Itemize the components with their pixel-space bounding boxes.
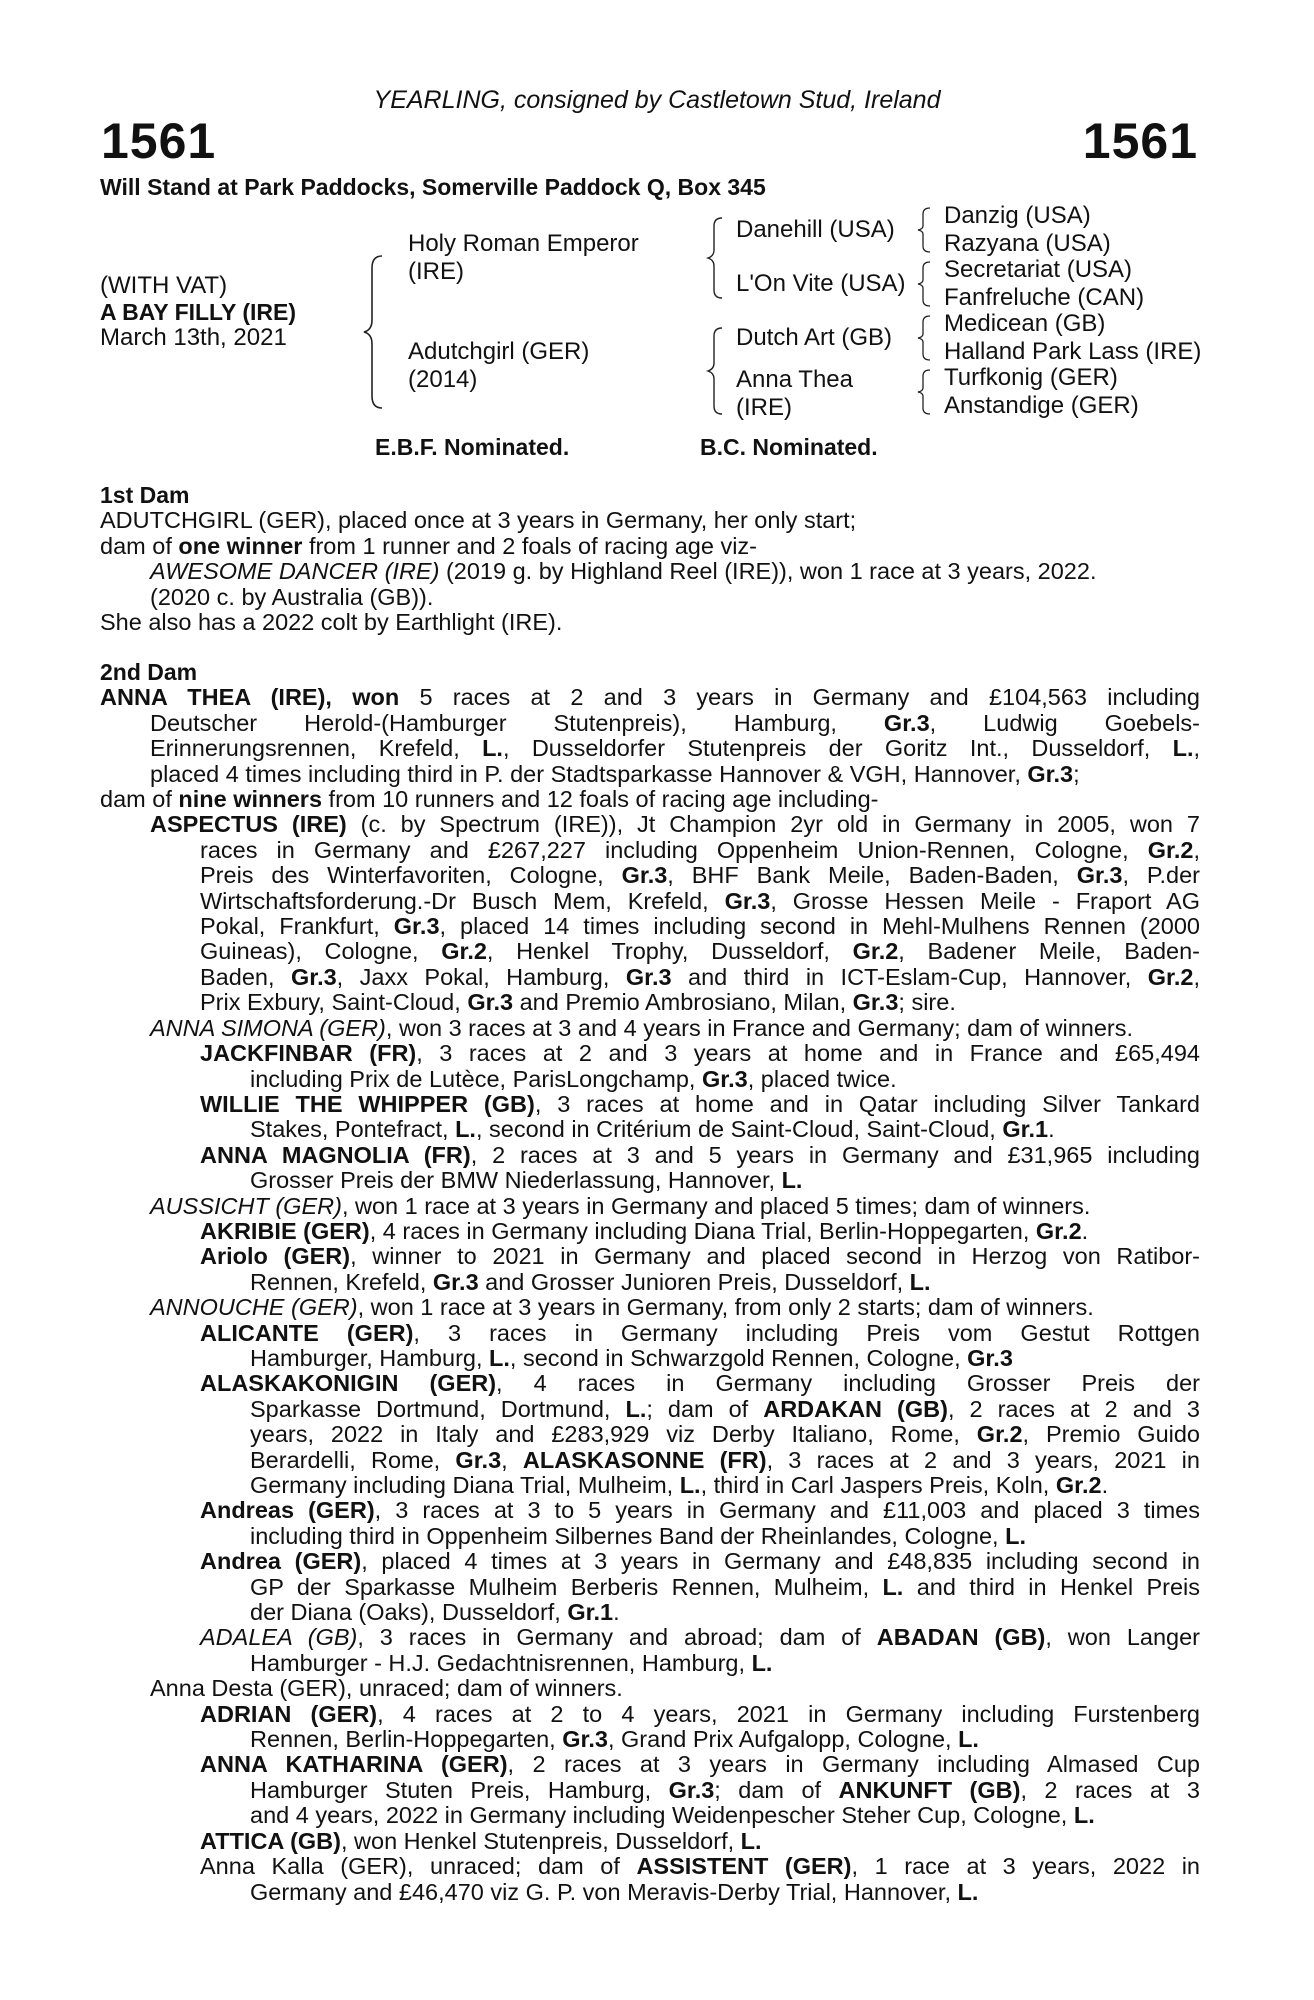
ddd: Anstandige (GER)	[944, 392, 1139, 419]
produce-entry: including third in Oppenheim Silbernes Band der Rheinlandes, Cologne, L.	[250, 1523, 1026, 1549]
produce-entry: years, 2022 in Italy and £283,929 viz Derby Italiano, Rome, Gr.2, Premio Guido	[250, 1422, 1200, 1448]
produce-entry: Baden, Gr.3, Jaxx Pokal, Hamburg, Gr.3 and third in ICT-Eslam-Cup, Hannover, Gr.2,	[200, 964, 1200, 990]
produce-entry: GP der Sparkasse Mulheim Berberis Rennen, Mulheim, L. and third in Henkel Preis	[250, 1574, 1200, 1600]
lot-number-right: 1561	[1082, 113, 1198, 169]
produce-entry: Preis des Winterfavoriten, Cologne, Gr.3, BHF Bank Meile, Baden-Baden, Gr.3, P.der	[200, 863, 1200, 889]
produce-entry: ANNA SIMONA (GER), won 3 races at 3 and 4 years in France and Germany; dam of winners.	[150, 1015, 1134, 1041]
second-dam-heading: 2nd Dam	[100, 660, 198, 685]
produce-entry: including Prix de Lutèce, ParisLongchamp, Gr.3, placed twice.	[250, 1066, 897, 1092]
brace-g3-3	[914, 312, 936, 364]
sss: Danzig (USA)	[944, 202, 1091, 229]
brace-g3-4	[914, 366, 936, 418]
produce-entry: Andreas (GER), 3 races at 3 to 5 years in Germany and £11,003 and placed 3 times	[200, 1498, 1200, 1524]
second-dam-section	[100, 660, 1200, 1905]
produce-entry: ALICANTE (GER), 3 races in Germany including Preis vom Gestut Rottgen	[200, 1320, 1200, 1346]
produce-entry: Ariolo (GER), winner to 2021 in Germany and placed second in Herzog von Ratibor-	[200, 1244, 1200, 1270]
produce-entry: (2020 c. by Australia (GB)).	[150, 584, 434, 610]
produce-entry: Andrea (GER), placed 4 times at 3 years in Germany and £48,835 including second in	[200, 1549, 1200, 1575]
produce-entry: Germany including Diana Trial, Mulheim, L., third in Carl Jaspers Preis, Koln, Gr.2.	[250, 1473, 1109, 1498]
produce-entry: Grosser Preis der BMW Niederlassung, Hannover, L.	[250, 1168, 803, 1194]
produce-entry: ASPECTUS (IRE) (c. by Spectrum (IRE)), Jt Champion 2yr old in Germany in 2005, won 7	[150, 812, 1200, 838]
produce-entry: AKRIBIE (GER), 4 races in Germany including Diana Trial, Berlin-Hoppegarten, Gr.2.	[200, 1218, 1089, 1244]
lot-number-left: 1561	[101, 113, 217, 169]
produce-entry: ATTICA (GB), won Henkel Stutenpreis, Dusseldorf, L.	[200, 1828, 762, 1854]
produce-entry: Hamburger Stuten Preis, Hamburg, Gr.3; dam of ANKUNFT (GB), 2 races at 3	[250, 1777, 1200, 1803]
produce-entry: Berardelli, Rome, Gr.3, ALASKASONNE (FR), 3 races at 2 and 3 years, 2021 in	[250, 1447, 1200, 1473]
produce-entry: Hamburger - H.J. Gedachtnisrennen, Hamburg, L.	[250, 1650, 773, 1676]
second-dam-line: placed 4 times including third in P. der Stadtsparkasse Hannover & VGH, Hannover, Gr.3;	[150, 761, 1080, 787]
produce-entry: Hamburger, Hamburg, L., second in Schwarzgold Rennen, Cologne, Gr.3	[250, 1345, 1013, 1371]
horse-name: A BAY FILLY (IRE)	[100, 299, 296, 325]
dam-dam-name: Anna Thea	[736, 366, 853, 393]
produce-entry: and 4 years, 2022 in Germany including Weidenpescher Steher Cup, Cologne, L.	[250, 1803, 1095, 1829]
sire-name: Holy Roman Emperor	[408, 230, 639, 257]
sire-dam: L'On Vite (USA)	[736, 270, 906, 297]
produce-entry: Wirtschaftsforderung.-Dr Busch Mem, Krefeld, Gr.3, Grosse Hessen Meile - Fraport AG	[200, 888, 1200, 914]
dam-brace	[704, 324, 728, 418]
second-dam-line: Erinnerungsrennen, Krefeld, L., Dusseldorfer Stutenpreis der Goritz Int., Dusseldorf, L.,	[150, 736, 1200, 762]
produce-entry: AWESOME DANCER (IRE) (2019 g. by Highland Reel (IRE)), won 1 race at 3 years, 2022.	[150, 559, 1097, 585]
produce-entry: JACKFINBAR (FR), 3 races at 2 and 3 years at home and in France and £65,494	[200, 1041, 1200, 1067]
produce-entry: races in Germany and £267,227 including Oppenheim Union-Rennen, Cologne, Gr.2,	[200, 837, 1200, 863]
consignment-line: YEARLING, consigned by Castletown Stud, Ireland	[373, 86, 941, 114]
vat-note: (WITH VAT)	[100, 272, 228, 299]
brace-g3-2	[914, 258, 936, 310]
dam-year: (2014)	[408, 366, 478, 393]
sds: Secretariat (USA)	[944, 256, 1133, 283]
sire-sire: Danehill (USA)	[736, 216, 895, 243]
foaling-date: March 13th, 2021	[100, 324, 287, 351]
first-dam-produce-line: dam of one winner from 1 runner and 2 foals of racing age viz-	[100, 533, 757, 559]
dam-name: Adutchgirl (GER)	[408, 338, 590, 365]
produce-entry: Prix Exbury, Saint-Cloud, Gr.3 and Premio Ambrosiano, Milan, Gr.3; sire.	[200, 990, 956, 1016]
produce-entry: Sparkasse Dortmund, Dortmund, L.; dam of ARDAKAN (GB), 2 races at 2 and 3	[250, 1396, 1200, 1422]
produce-entry: ALASKAKONIGIN (GER), 4 races in Germany including Grosser Preis der	[200, 1371, 1200, 1397]
produce-entry: Pokal, Frankfurt, Gr.3, placed 14 times including second in Mehl-Mulhens Rennen (2000	[200, 914, 1200, 940]
produce-entry: Rennen, Krefeld, Gr.3 and Grosser Junioren Preis, Dusseldorf, L.	[250, 1269, 931, 1295]
produce-entry: Guineas), Cologne, Gr.2, Henkel Trophy, Dusseldorf, Gr.2, Badener Meile, Baden-	[200, 939, 1200, 965]
produce-entry: AUSSICHT (GER), won 1 race at 3 years in Germany and placed 5 times; dam of winners.	[150, 1193, 1091, 1219]
first-dam-line: ADUTCHGIRL (GER), placed once at 3 years in Germany, her only start;	[100, 508, 857, 534]
first-dam-heading: 1st Dam	[100, 483, 190, 508]
produce-entry: Germany and £46,470 viz G. P. von Meravis-Derby Trial, Hannover, L.	[250, 1879, 979, 1905]
stand-location: Will Stand at Park Paddocks, Somerville Paddock Q, Box 345	[100, 174, 766, 200]
produce-entry: Anna Kalla (GER), unraced; dam of ASSISTENT (GER), 1 race at 3 years, 2022 in	[200, 1854, 1200, 1880]
produce-entry: Rennen, Berlin-Hoppegarten, Gr.3, Grand Prix Aufgalopp, Cologne, L.	[250, 1727, 979, 1753]
second-dam-line: Deutscher Herold-(Hamburger Stutenpreis), Hamburg, Gr.3, Ludwig Goebels-	[150, 710, 1200, 736]
sdd: Fanfreluche (CAN)	[944, 284, 1145, 311]
horse-brace	[360, 252, 390, 412]
produce-entry: ADALEA (GB), 3 races in Germany and abroad; dam of ABADAN (GB), won Langer	[200, 1625, 1200, 1651]
sire-country: (IRE)	[408, 258, 464, 285]
produce-entry: der Diana (Oaks), Dusseldorf, Gr.1.	[250, 1600, 620, 1626]
produce-entry: Anna Desta (GER), unraced; dam of winners.	[150, 1676, 623, 1702]
dss: Medicean (GB)	[944, 310, 1106, 337]
dds: Turfkonig (GER)	[944, 364, 1118, 391]
produce-note: She also has a 2022 colt by Earthlight (IRE).	[100, 610, 563, 636]
first-dam-section	[100, 483, 1200, 635]
ebf-note: E.B.F. Nominated.	[375, 434, 570, 460]
second-dam-line: ANNA THEA (IRE), won 5 races at 2 and 3 years in Germany and £104,563 including	[100, 685, 1200, 711]
produce-entry: ANNOUCHE (GER), won 1 race at 3 years in Germany, from only 2 starts; dam of winners.	[150, 1295, 1094, 1321]
produce-entry: ANNA MAGNOLIA (FR), 2 races at 3 and 5 years in Germany and £31,965 including	[200, 1142, 1200, 1168]
produce-entry: Stakes, Pontefract, L., second in Critérium de Saint-Cloud, Saint-Cloud, Gr.1.	[250, 1117, 1055, 1143]
sire-brace	[704, 214, 728, 302]
dsd: Halland Park Lass (IRE)	[944, 338, 1202, 365]
second-dam-line: dam of nine winners from 10 runners and 12 foals of racing age including-	[100, 787, 879, 813]
brace-g3-1	[914, 204, 936, 256]
dam-dam-country: (IRE)	[736, 394, 792, 421]
produce-entry: ADRIAN (GER), 4 races at 2 to 4 years, 2021 in Germany including Furstenberg	[200, 1701, 1200, 1727]
bc-note: B.C. Nominated.	[700, 434, 878, 460]
produce-entry: ANNA KATHARINA (GER), 2 races at 3 years in Germany including Almased Cup	[200, 1752, 1200, 1778]
ssd: Razyana (USA)	[944, 230, 1111, 257]
dam-sire: Dutch Art (GB)	[736, 324, 893, 351]
produce-entry: WILLIE THE WHIPPER (GB), 3 races at home and in Qatar including Silver Tankard	[200, 1091, 1200, 1117]
